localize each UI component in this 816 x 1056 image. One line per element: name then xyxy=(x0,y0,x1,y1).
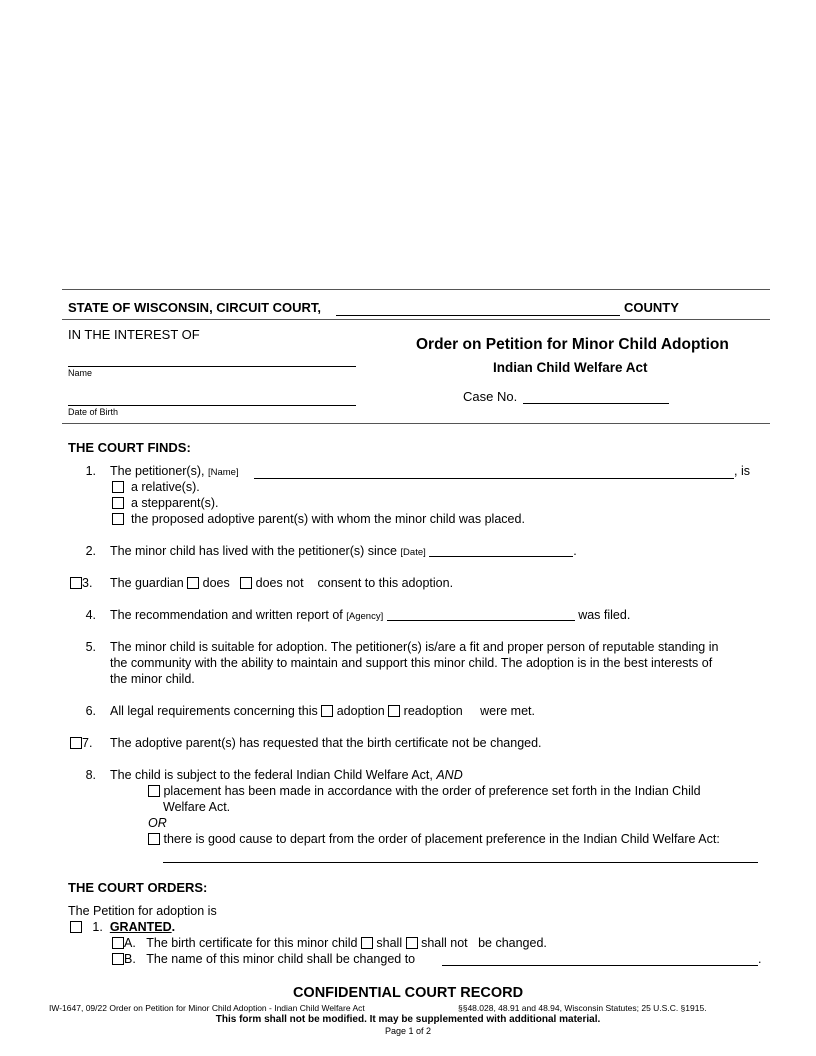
petitioner-name-field[interactable] xyxy=(254,478,734,479)
item-1-option-relative: a relative(s). xyxy=(112,480,200,494)
guardian-does-checkbox[interactable] xyxy=(187,577,199,589)
item-4-text: The recommendation and written report of [Agency] was filed. xyxy=(110,608,631,622)
good-cause-checkbox[interactable] xyxy=(148,833,160,845)
adoptive-parent-checkbox[interactable] xyxy=(112,513,124,525)
item-8-text: The child is subject to the federal Indian Child Welfare Act, AND xyxy=(110,768,463,782)
petitioner-name-hint: [Name] xyxy=(207,467,239,478)
order-a-row: A. The birth certificate for this minor child shall shall not be changed. xyxy=(112,936,547,950)
statutes: §§48.028, 48.91 and 48.94, Wisconsin Statutes; 25 U.S.C. §1915. xyxy=(458,1003,707,1013)
order-b-end: . xyxy=(758,952,762,966)
item-5-line-3: the minor child. xyxy=(110,672,195,686)
placement-preference-checkbox[interactable] xyxy=(148,785,160,797)
confidential-label: CONFIDENTIAL COURT RECORD xyxy=(292,985,524,1001)
item-8-or: OR xyxy=(148,816,167,830)
item-1-option-adoptive: the proposed adoptive parent(s) with whom the minor child was placed. xyxy=(112,512,525,526)
item-3-checkbox-row xyxy=(70,576,92,590)
modification-notice: This form shall not be modified. It may be supplemented with additional material. xyxy=(215,1014,601,1025)
item-8-number: 8. xyxy=(85,768,96,782)
document-title: Order on Petition for Minor Child Adoption xyxy=(416,336,729,353)
relative-checkbox[interactable] xyxy=(112,481,124,493)
readoption-checkbox[interactable] xyxy=(388,705,400,717)
order-a-checkbox[interactable] xyxy=(112,937,124,949)
item-1-number: 1. xyxy=(85,464,96,478)
item-7-checkbox-row xyxy=(70,736,92,750)
lived-since-date-field[interactable] xyxy=(429,544,573,557)
granted-row: 1. GRANTED. xyxy=(70,920,175,934)
good-cause-field[interactable] xyxy=(163,862,758,863)
item-3-text: The guardian does does not consent to this adoption. xyxy=(110,576,454,590)
item-2-number: 2. xyxy=(85,544,96,558)
header-rule xyxy=(62,319,770,320)
new-name-field[interactable] xyxy=(442,965,758,966)
item-4-number: 4. xyxy=(85,608,96,622)
top-rule xyxy=(62,289,770,290)
granted-checkbox[interactable] xyxy=(70,921,82,933)
document-subtitle: Indian Child Welfare Act xyxy=(493,360,648,375)
item-1-text: The petitioner(s), [Name] xyxy=(110,464,239,478)
item-6-number: 6. xyxy=(85,704,96,718)
item-5-line-1: The minor child is suitable for adoption. The petitioner(s) is/are a fit and proper person of reputable standing in xyxy=(110,640,719,654)
item-7-number: 7. xyxy=(82,736,93,750)
agency-field[interactable] xyxy=(387,608,575,621)
item-1-is: , is xyxy=(734,464,750,478)
shall-not-checkbox[interactable] xyxy=(406,937,418,949)
court-orders-heading: THE COURT ORDERS: xyxy=(68,880,208,895)
dob-label: Date of Birth xyxy=(68,407,119,417)
item-5-line-2: the community with the ability to maintain and support this minor child. The adoption is in the best interests of xyxy=(110,656,713,670)
case-no-field[interactable] xyxy=(523,403,669,404)
item-3-checkbox[interactable] xyxy=(70,577,82,589)
county-field[interactable] xyxy=(336,315,620,316)
case-no-label: Case No. xyxy=(463,389,518,404)
state-court-label: STATE OF WISCONSIN, CIRCUIT COURT, xyxy=(68,300,322,315)
court-finds-heading: THE COURT FINDS: xyxy=(68,440,191,455)
order-b-checkbox[interactable] xyxy=(112,953,124,965)
in-interest-label: IN THE INTEREST OF xyxy=(68,327,200,342)
item-8-option-b: there is good cause to depart from the order of placement preference in the Indian Child Welfare Act: xyxy=(148,832,720,846)
item-7-text: The adoptive parent(s) has requested that the birth certificate not be changed. xyxy=(110,736,542,750)
item-8-option-a-line-2: Welfare Act. xyxy=(163,800,231,814)
guardian-does-not-checkbox[interactable] xyxy=(240,577,252,589)
name-label: Name xyxy=(68,368,93,378)
page-number: Page 1 of 2 xyxy=(384,1026,432,1036)
item-2-text: The minor child has lived with the petitioner(s) since [Date] . xyxy=(110,544,577,558)
stepparent-checkbox[interactable] xyxy=(112,497,124,509)
item-8-option-a: placement has been made in accordance with the order of preference set forth in the Indian Child xyxy=(148,784,701,798)
petition-text: The Petition for adoption is xyxy=(68,904,217,918)
item-1-option-stepparent: a stepparent(s). xyxy=(112,496,219,510)
item-5-number: 5. xyxy=(85,640,96,654)
section-rule xyxy=(62,423,770,424)
shall-checkbox[interactable] xyxy=(361,937,373,949)
order-b-row: B. The name of this minor child shall be changed to xyxy=(112,952,415,966)
granted-label: GRANTED xyxy=(109,920,172,934)
child-dob-field[interactable] xyxy=(68,405,356,406)
county-label: COUNTY xyxy=(624,300,679,315)
form-id: IW-1647, 09/22 Order on Petition for Minor Child Adoption - Indian Child Welfare Act xyxy=(49,1003,365,1013)
item-3-number: 3. xyxy=(82,576,93,590)
child-name-field[interactable] xyxy=(68,366,356,367)
item-6-text: All legal requirements concerning this adoption readoption were met. xyxy=(110,704,535,718)
adoption-checkbox[interactable] xyxy=(321,705,333,717)
item-7-checkbox[interactable] xyxy=(70,737,82,749)
